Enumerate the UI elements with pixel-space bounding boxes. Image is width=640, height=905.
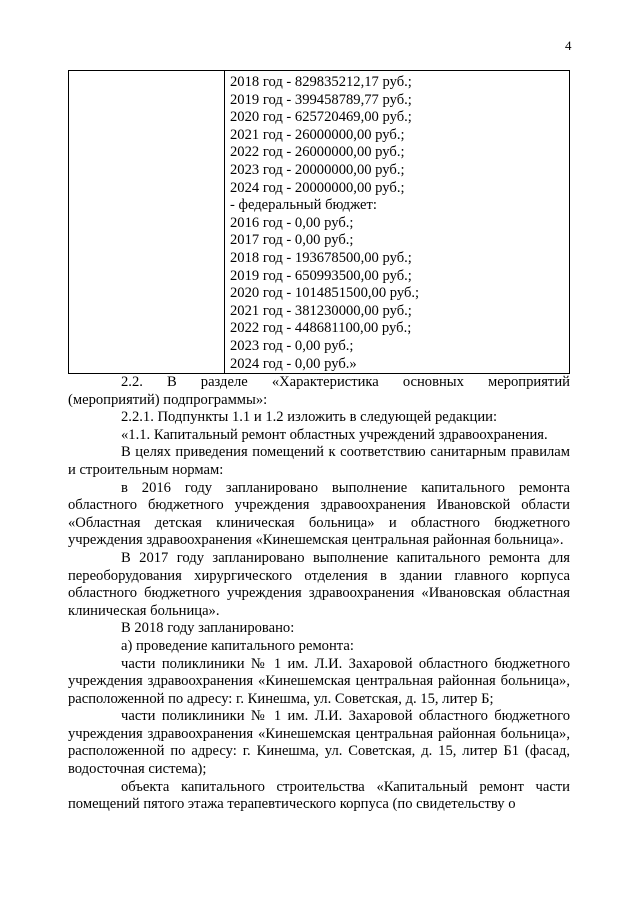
paragraph-clinic-part-1: части поликлиники № 1 им. Л.И. Захаровой областного бюджетного учреждения здравоохранения «Кинешемская центральная районная больница», расположенной по адресу: г. Кинешма, ул. Советская, д. 15, литер Б;	[68, 655, 570, 707]
paragraph-2016: в 2016 году запланировано выполнение капитального ремонта областного бюджетного учреждения здравоохранения Ивановской области «Областная детская клиническая больница» и областного бюджетного учреждения здравоохранения «Кинешемская центральная районная больница».	[68, 479, 570, 549]
budget-line: 2019 год - 399458789,77 руб.;	[230, 91, 412, 108]
page-number: 4	[565, 38, 572, 53]
budget-line: 2022 год - 26000000,00 руб.;	[230, 144, 405, 161]
heading-word: мероприятий	[488, 374, 570, 390]
paragraph-clinic-part-2: части поликлиники № 1 им. Л.И. Захаровой областного бюджетного учреждения здравоохранения «Кинешемская центральная районная больница», расположенной по адресу: г. Кинешма, ул. Советская, д. 15, литер Б1 (фасад, водосточная система);	[68, 708, 570, 778]
section-2-2-heading	[68, 374, 570, 392]
budget-line: 2023 год - 20000000,00 руб.;	[230, 161, 405, 178]
heading-word: В	[166, 374, 177, 390]
budget-line: 2023 год - 0,00 руб.;	[230, 337, 354, 354]
paragraph-item-a: а) проведение капитального ремонта:	[121, 637, 354, 654]
budget-line: 2020 год - 1014851500,00 руб.;	[230, 285, 420, 302]
budget-line: 2018 год - 193678500,00 руб.;	[230, 249, 412, 266]
section-2-2-continuation: (мероприятий) подпрограммы»:	[68, 391, 268, 408]
budget-lines	[230, 74, 565, 373]
budget-line: 2019 год - 650993500,00 руб.;	[230, 267, 412, 284]
subsection-2-2-1: 2.2.1. Подпункты 1.1 и 1.2 изложить в следующей редакции:	[121, 409, 498, 426]
budget-line: 2018 год - 829835212,17 руб.;	[230, 74, 412, 90]
budget-line: 2017 год - 0,00 руб.;	[230, 232, 354, 249]
heading-word: «Характеристика	[271, 374, 379, 390]
budget-table	[68, 70, 570, 374]
budget-line: 2024 год - 0,00 руб.»	[230, 355, 357, 372]
budget-line: 2021 год - 381230000,00 руб.;	[230, 302, 412, 319]
item-1-1-heading: «1.1. Капитальный ремонт областных учреждений здравоохранения.	[121, 426, 548, 443]
budget-line: 2022 год - 448681100,00 руб.;	[230, 320, 412, 337]
budget-line: 2016 год - 0,00 руб.;	[230, 214, 354, 231]
paragraph-aim: В целях приведения помещений к соответствию санитарным правилам и строительным нормам:	[68, 444, 570, 478]
budget-line: 2020 год - 625720469,00 руб.;	[230, 109, 412, 126]
budget-line: 2021 год - 26000000,00 руб.;	[230, 126, 405, 143]
budget-line: - федеральный бюджет:	[230, 197, 377, 214]
document-body	[68, 374, 570, 814]
paragraph-capital-object: объекта капитального строительства «Капитальный ремонт части помещений пятого этажа терапевтического корпуса (по свидетельству о	[68, 778, 570, 813]
table-column-divider	[224, 71, 225, 373]
heading-word: разделе	[200, 374, 248, 390]
paragraph-2017: В 2017 году запланировано выполнение капитального ремонта для переоборудования хирургического отделения в здании главного корпуса областного бюджетного учреждения здравоохранения «Ивановская областная клиническая больница».	[68, 549, 570, 619]
heading-word: 2.2.	[121, 374, 143, 390]
budget-line: 2024 год - 20000000,00 руб.;	[230, 179, 405, 196]
paragraph-2018: В 2018 году запланировано:	[121, 620, 295, 637]
heading-word: основных	[402, 374, 464, 390]
